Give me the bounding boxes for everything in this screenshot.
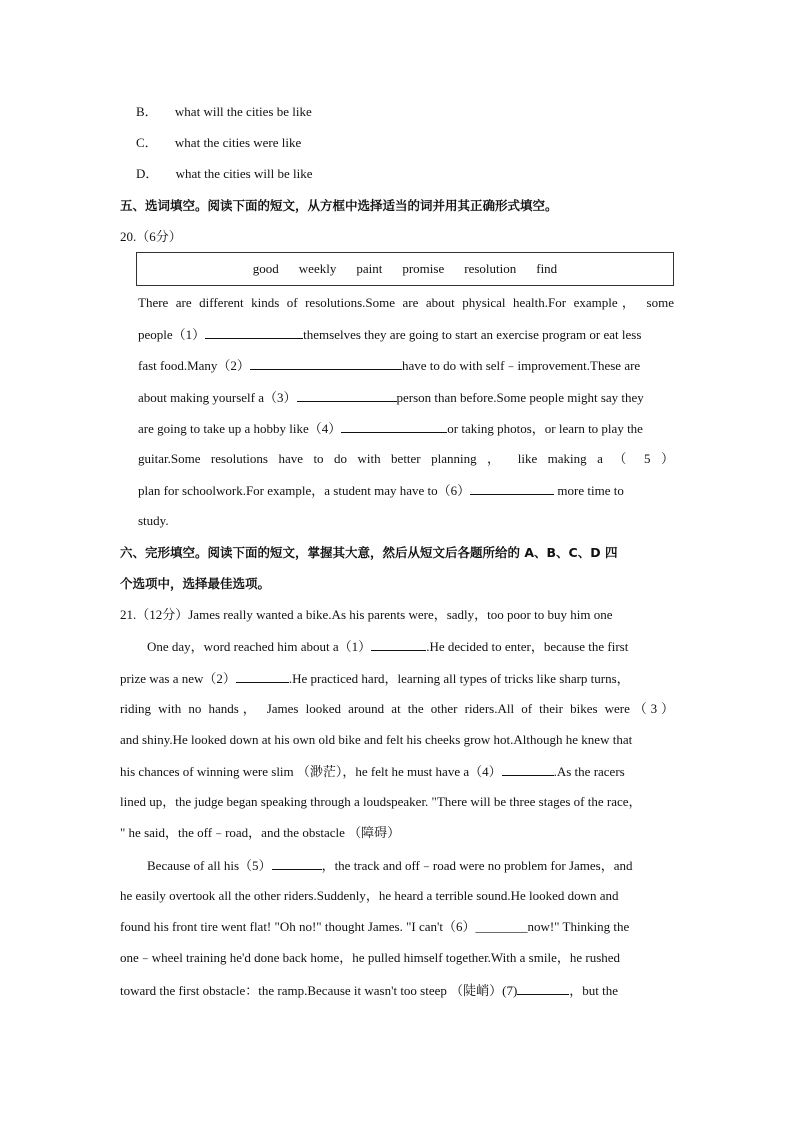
passage20-line: guitar.Some resolutions have to do with better planning ， like making a （ 5 ） [138,451,674,466]
cloze-blank-4[interactable] [502,762,554,776]
option-text: what the cities were like [174,135,302,150]
option-letter: C． [136,135,158,150]
passage-text: have to do with self﹣improvement.These are [401,358,641,373]
passage-text: .As the racers [553,764,625,779]
word-item: find [536,261,558,276]
passage-text: people（1） [138,327,206,342]
passage21-line [147,856,633,875]
passage-text: ，but the [569,983,619,998]
passage-text: themselves they are going to start an exercise program or eat less [303,327,642,342]
passage-text: ，the track and off﹣road were no problem for James，and [321,858,633,873]
passage20-line [138,481,624,500]
option-c [136,134,301,152]
section6-heading: 个选项中，选择最佳选项。 [120,576,271,591]
passage21-line [120,762,625,781]
passage20-line [138,388,644,407]
passage21-line: found his front tire went flat! "Oh no!" thought James. "I can't（6）________now!" Thinking the [120,919,630,934]
option-text: what will the cities be like [174,104,312,119]
option-b [136,103,312,121]
passage21-line [147,637,628,656]
passage20-line: study. [138,513,169,528]
passage21-line: he easily overtook all the other riders.Suddenly，he heard a terrible sound.He looked down and [120,888,619,903]
passage-text: more time to [554,483,624,498]
passage-text: toward the first obstacle：the ramp.Because it wasn't too steep （陡峭）(7) [120,983,518,998]
passage21-line: one﹣wheel training he'd done back home，he pulled himself together.With a smile，he rushed [120,950,621,965]
answer-blank-1[interactable] [205,325,303,339]
word-item: paint [356,261,383,276]
passage-text: his chances of winning were slim （渺茫），he felt he must have a（4） [120,764,502,779]
passage21-line: lined up，the judge began speaking through a loudspeaker. "There will be three stages of the race， [120,794,642,809]
passage20-line [138,356,640,375]
passage-text: person than before.Some people might say they [396,390,644,405]
passage-text: or taking photos，or learn to play the [447,421,643,436]
passage21-line [120,981,618,1000]
passage21-line [120,669,630,688]
answer-blank-2[interactable] [250,356,402,370]
question-21-line: 21.（12分）James really wanted a bike.As his parents were，sadly，too poor to buy him one [120,607,613,622]
passage21-line: riding with no hands， James looked around at the other riders.All of their bikes were（3） [120,701,674,716]
answer-blank-3[interactable] [297,388,397,402]
cloze-blank-7[interactable] [517,981,569,995]
word-box [136,252,674,286]
option-letter: B． [136,104,158,119]
passage20-line: There are different kinds of resolutions.Some are about physical health.For example， some [138,295,674,310]
passage-text: .He decided to enter，because the first [426,639,629,654]
answer-blank-4[interactable] [341,419,447,433]
word-item: promise [402,261,445,276]
answer-blank-6[interactable] [470,481,554,495]
passage-text: about making yourself a（3） [138,390,297,405]
passage21-line: " he said，the off﹣road，and the obstacle （障碍） [120,825,401,840]
passage20-line [138,325,641,344]
cloze-blank-5[interactable] [272,856,322,870]
section6-heading: 六、完形填空。阅读下面的短文，掌握其大意，然后从短文后各题所给的 A、B、C、D 四 [120,545,618,560]
passage21-line: and shiny.He looked down at his own old bike and felt his cheeks grow hot.Although he knew that [120,732,633,747]
word-item: good [252,261,279,276]
question-20-number: 20.（6分） [120,229,182,244]
cloze-blank-2[interactable] [236,669,289,683]
word-item: weekly [298,261,337,276]
passage-text: Because of all his（5） [147,858,272,873]
option-letter: D． [136,166,159,181]
passage-text: One day，word reached him about a（1） [147,639,372,654]
option-text: what the cities will be like [175,166,313,181]
passage-text: prize was a new（2） [120,671,236,686]
option-d [136,165,312,183]
word-item: resolution [464,261,517,276]
passage-text: plan for schoolwork.For example，a student may have to（6） [138,483,471,498]
passage20-line [138,419,643,438]
passage-text: fast food.Many（2） [138,358,250,373]
passage-text: are going to take up a hobby like（4） [138,421,342,436]
cloze-blank-1[interactable] [371,637,426,651]
section5-heading: 五、选词填空。阅读下面的短文，从方框中选择适当的词并用其正确形式填空。 [120,198,558,213]
passage-text: .He practiced hard，learning all types of tricks like sharp turns， [288,671,630,686]
